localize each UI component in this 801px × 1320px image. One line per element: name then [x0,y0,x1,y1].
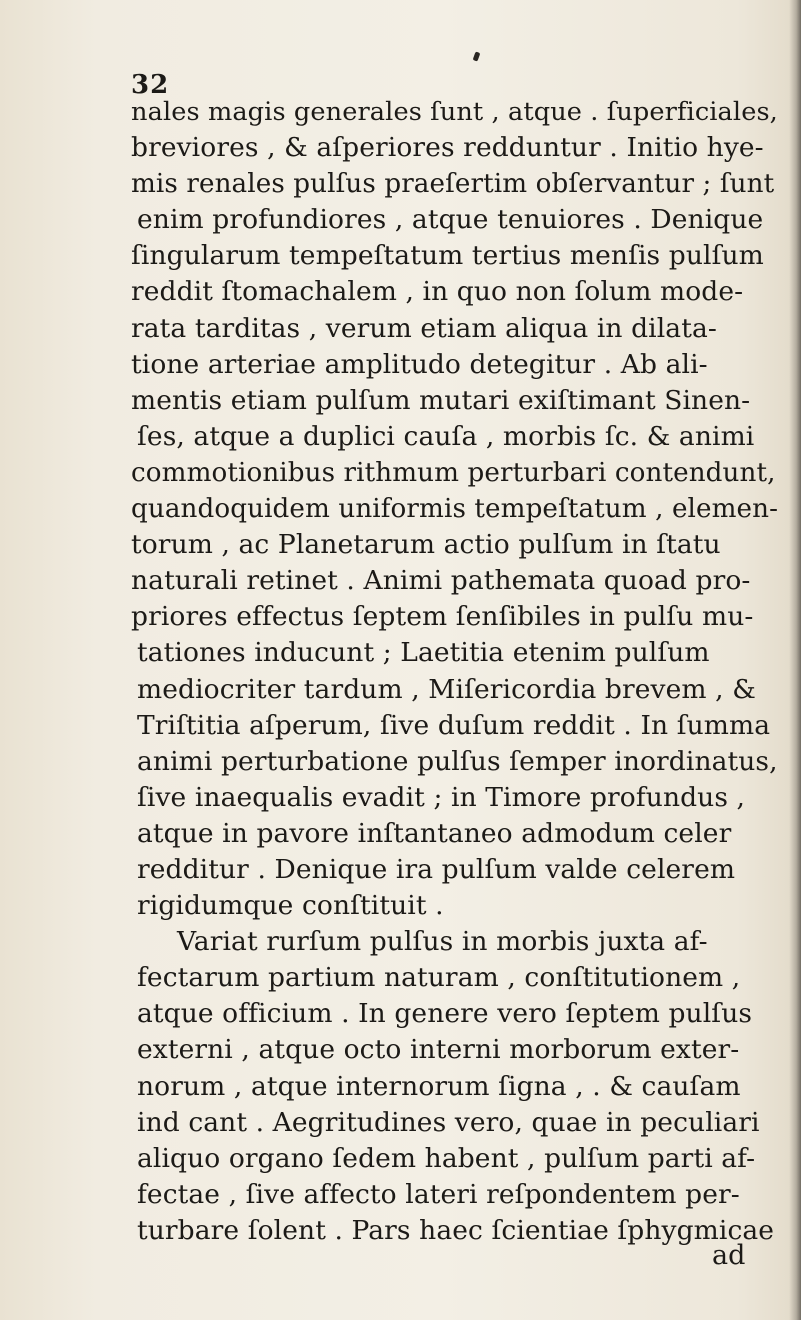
text-line: atque officium . In genere vero ſeptem pulſus [137,998,753,1030]
text-line: naturali retinet . Animi pathemata quoad pro- [131,565,751,597]
text-line: Triſtitia aſperum, ſive duſum reddit . In ſumma [137,709,771,741]
text-line: mis renales pulſus praeſertim obſervantur ; ſunt [131,169,775,200]
body-text [131,94,781,1249]
page-edge-shadow [789,0,801,1320]
text-line: ſes, atque a duplici cauſa , morbis ſc. & animi [137,420,755,452]
text-line: quandoquidem uniformis tempeſtatum , elemen- [131,494,779,525]
text-line: aliquo organo ſedem habent , pulſum parti af- [137,1142,756,1174]
text-line: mediocriter tardum , Miſericordia brevem , & [137,673,756,705]
text-line: priores effectus ſeptem ſenſibiles in pulſu mu- [131,601,754,633]
text-line: externi , atque octo interni morborum exter- [137,1034,740,1066]
text-line: turbare ſolent . Pars haec ſcientiae ſphygmicae [137,1214,775,1246]
text-line: animi perturbatione pulſus ſemper inordinatus, [137,745,778,777]
text-line: tione arteriae amplitudo detegitur . Ab ali- [131,348,708,380]
text-line: Variat rurſum pulſus in morbis juxta af- [177,926,708,958]
text-line: norum , atque internorum ſigna , . & cauſam [137,1070,741,1102]
text-line: redditur . Denique ira pulſum valde celerem [137,853,736,885]
text-line: rata tarditas , verum etiam aliqua in dilata- [131,312,717,344]
text-line: enim profundiores , atque tenuiores . Denique [137,204,764,236]
text-line: reddit ſtomachalem , in quo non ſolum mode- [131,276,744,308]
ink-speck [473,51,481,61]
text-line: ind cant . Aegritudines vero, quae in peculiari [137,1106,760,1138]
text-line: atque in pavore inſtantaneo admodum celer [137,817,732,849]
text-line: nales magis generales ſunt , atque . ſuperficiales, [131,97,778,127]
text-line: fectae , ſive affecto lateri reſpondentem per- [137,1178,740,1210]
text-line: torum , ac Planetarum actio pulſum in ſtatu [131,529,721,561]
page-number: 32 [131,70,170,100]
text-line: ſive inaequalis evadit ; in Timore profundus , [137,781,746,813]
text-line: tationes inducunt ; Laetitia etenim pulſum [137,637,710,669]
text-line: rigidumque conſtituit . [137,890,444,922]
text-line: mentis etiam pulſum mutari exiſtimant Sinen- [131,384,751,416]
text-line: commotionibus rithmum perturbari contendunt, [131,457,776,488]
catchword: ad [712,1240,746,1271]
text-line: ſingularum tempeſtatum tertius menſis pulſum [131,240,764,272]
text-line: breviores , & aſperiores redduntur . Initio hye- [131,132,764,164]
text-line: fectarum partium naturam , conſtitutionem , [137,962,741,994]
